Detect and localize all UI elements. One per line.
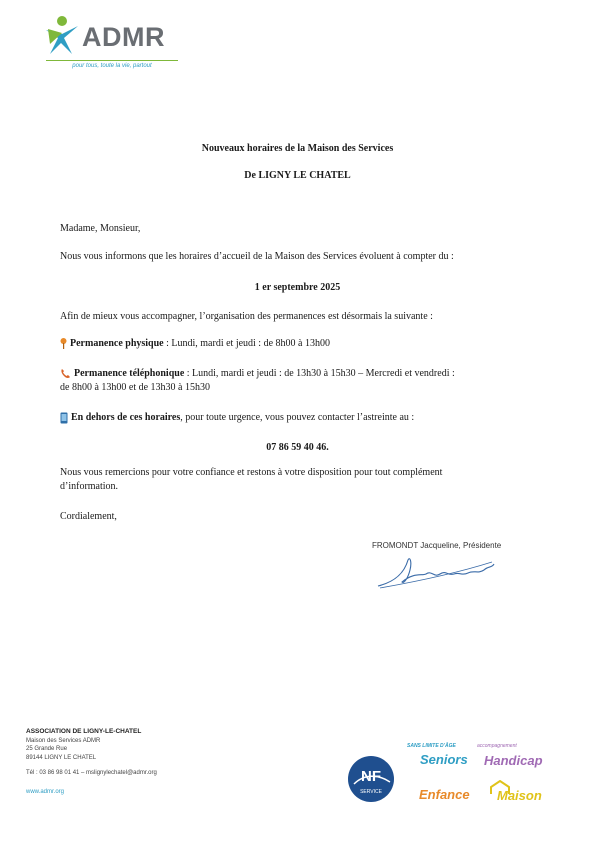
- permanence-physique-label: Permanence physique: [70, 338, 164, 349]
- hors-horaires-label: En dehors de ces horaires: [71, 412, 181, 423]
- handicap-label: Handicap: [484, 753, 543, 768]
- seniors-top-text: SANS LIMITE D’ÂGE: [407, 743, 456, 749]
- page-subtitle: De LIGNY LE CHATEL: [244, 170, 351, 181]
- footer-line3: 89144 LIGNY LE CHATEL: [26, 754, 97, 761]
- greeting: Madame, Monsieur,: [60, 223, 141, 234]
- permanence-telephonique-line2: de 8h00 à 13h00 et de 13h30 à 15h30: [60, 382, 210, 393]
- maison-label: Maison: [497, 788, 542, 803]
- signatory-name: FROMONDT Jacqueline, Présidente: [372, 541, 502, 550]
- thanks-line1: Nous vous remercions pour votre confiance et restons à votre disposition pour tout complément: [60, 467, 443, 478]
- permanence-telephonique-line1: : Lundi, mardi et jeudi : de 13h30 à 15h30 – Mercredi et vendredi :: [186, 368, 455, 379]
- phone-icon: [60, 368, 71, 379]
- footer-line1: Maison des Services ADMR: [26, 737, 101, 744]
- footer-title: ASSOCIATION DE LIGNY-LE-CHATEL: [26, 728, 142, 735]
- footer-line2: 25 Grande Rue: [26, 746, 68, 752]
- admr-brand-text: ADMR: [82, 22, 165, 52]
- footer-website[interactable]: www.admr.org: [26, 788, 65, 795]
- organisation-text: Afin de mieux vous accompagner, l’organisation des permanences est désormais la suivante :: [60, 311, 433, 322]
- nf-text: NF: [361, 768, 381, 785]
- hors-horaires-text: , pour toute urgence, vous pouvez contacter l’astreinte au :: [180, 412, 415, 423]
- footer-contact: Tél : 03 86 98 01 41 – mslignylechatel@admr.org: [26, 770, 157, 776]
- service-labels: [405, 740, 595, 810]
- permanence-physique-text: : Lundi, mardi et jeudi : de 8h00 à 13h00: [166, 338, 330, 349]
- admr-tagline: pour tous, toute la vie, partout: [46, 60, 178, 69]
- page-title: Nouveaux horaires de la Maison des Services: [201, 143, 394, 154]
- admr-logo: [42, 14, 177, 69]
- nf-service-badge: [346, 754, 396, 804]
- effective-date: 1 er septembre 2025: [254, 282, 341, 293]
- nf-sub-text: SERVICE: [360, 789, 382, 795]
- permanence-physique: [60, 337, 330, 351]
- mobile-phone-icon: [60, 412, 68, 424]
- emergency-phone: 07 86 59 40 46.: [266, 442, 329, 453]
- permanence-telephonique-label: Permanence téléphonique: [74, 368, 185, 379]
- pin-icon: [60, 338, 67, 349]
- hors-horaires: [60, 411, 414, 425]
- seniors-label: Seniors: [420, 752, 468, 767]
- handwritten-signature: [374, 552, 504, 592]
- admr-figure-icon: [42, 14, 86, 58]
- handicap-top-text: accompagnement: [477, 743, 517, 749]
- closing: Cordialement,: [60, 511, 117, 522]
- enfance-label: Enfance: [419, 787, 470, 802]
- permanence-telephonique: [60, 367, 455, 381]
- footer-address: [26, 728, 157, 796]
- intro-text: Nous vous informons que les horaires d’accueil de la Maison des Services évoluent à compter du :: [60, 251, 454, 262]
- thanks-line2: d’information.: [60, 481, 119, 492]
